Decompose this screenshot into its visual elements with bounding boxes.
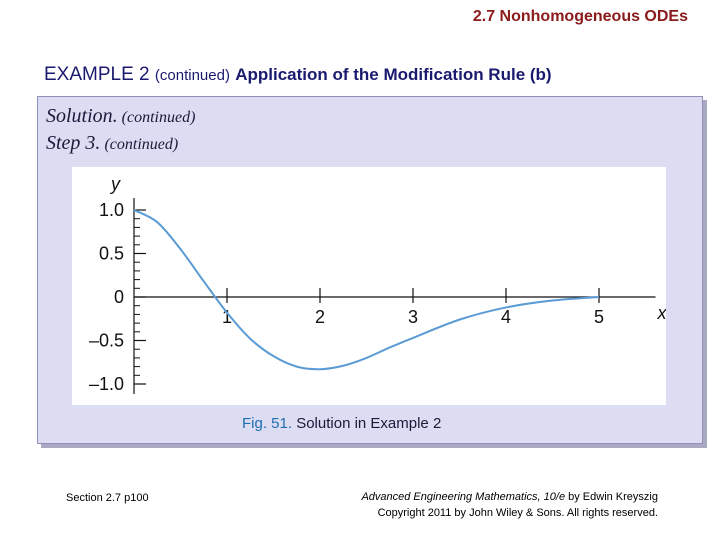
solution-line: [46, 105, 195, 128]
example-heading: [44, 64, 552, 86]
x-axis-label: x: [657, 303, 666, 323]
y-tick-label: 0.5: [98, 243, 124, 264]
solution-label: Solution.: [46, 105, 118, 127]
y-tick-label: 0: [113, 287, 124, 307]
section-title: 2.7 Nonhomogeneous ODEs: [472, 8, 688, 25]
solution-panel: [37, 96, 703, 444]
solution-continued: (continued): [121, 109, 196, 126]
x-tick-label: 1: [221, 307, 233, 327]
example-label: EXAMPLE 2: [44, 64, 150, 85]
step-continued: (continued): [104, 136, 179, 153]
solution-chart: [72, 167, 666, 405]
x-tick-label: 2: [314, 307, 326, 327]
x-tick-label: 5: [593, 307, 605, 327]
figure-caption-text: Solution in Example 2: [296, 415, 442, 432]
footer-book-title: Advanced Engineering Mathematics, 10/e: [361, 491, 566, 503]
x-tick-label: 3: [407, 307, 419, 327]
figure-label: Fig. 51.: [242, 415, 293, 432]
y-tick-label: 1.0: [98, 200, 124, 220]
step-label: Step 3.: [46, 132, 101, 154]
y-axis-label: y: [111, 174, 120, 194]
example-continued: (continued): [154, 67, 230, 84]
figure-caption: [242, 415, 441, 432]
y-tick-label: –1.0: [88, 374, 124, 394]
footer-book-author: by Edwin Kreyszig: [565, 491, 658, 503]
solution-curve: [134, 210, 599, 369]
x-tick-label: 4: [500, 307, 512, 327]
figure-plot: [72, 167, 666, 405]
example-title: Application of the Modification Rule (b): [235, 65, 552, 84]
footer-section-ref: Section 2.7 p100: [66, 492, 149, 504]
footer-citation: [361, 490, 658, 522]
y-tick-label: –0.5: [88, 330, 124, 351]
step-line: [46, 132, 178, 155]
footer-copyright: Copyright 2011 by John Wiley & Sons. All rights reserved.: [377, 506, 658, 519]
